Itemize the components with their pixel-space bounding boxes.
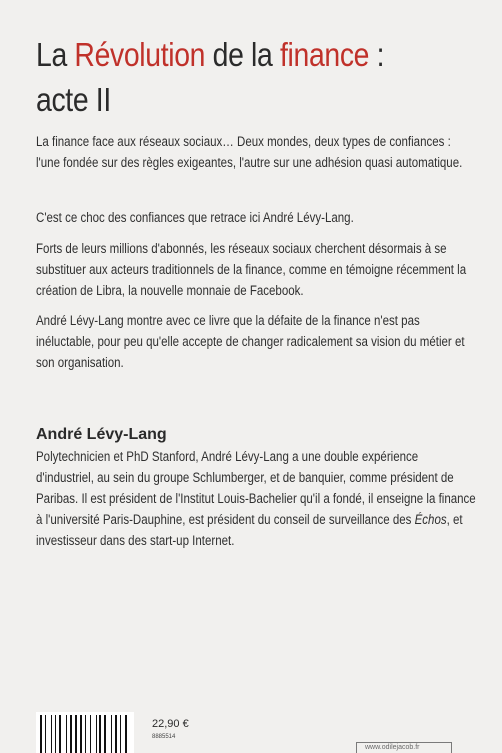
barcode-bar [102,715,103,753]
barcode-bar [104,715,106,753]
barcode-bar [128,715,129,753]
barcode-image [36,712,134,753]
barcode-bar [96,715,97,753]
title-part-2: de la [205,36,281,73]
author-bio-part-1: Polytechnicien et PhD Stanford, André Lévy-Lang a une double expérience d'industriel, au sein du groupe Schlumberger, et de banquier, comme président de Paribas. Il est président de l'Institut Louis-Bachelier qu'il a fondé, il enseigne la finance à l'université Paris-Dauphine, est président du conseil de surveillance des [36,449,476,527]
barcode-bar [115,715,117,753]
barcode-bar [75,715,78,753]
barcode-bar [99,715,101,753]
title-accent-revolution: Révolution [74,36,206,73]
author-bio-italic: Échos [414,512,447,527]
barcode-bar [111,715,112,753]
title-part-1: La [36,36,75,73]
barcode-bar [59,715,61,753]
barcode-bar [66,715,67,753]
title-line-2: acte II [36,81,111,118]
barcode-bar [52,715,54,753]
barcode-bar [73,715,74,753]
barcode-bar [118,715,119,753]
barcode-bar [62,715,65,753]
author-bio [36,446,476,551]
barcode-bar [45,715,46,753]
barcode-bar [98,715,99,753]
book-title [36,32,384,122]
barcode-bar [55,715,56,753]
barcode-bar [85,715,86,753]
barcode-bar [90,715,91,753]
barcode-bar [68,715,69,753]
title-part-3: : [369,36,385,73]
author-name: André Lévy-Lang [36,426,167,443]
barcode-bar [70,715,72,753]
barcode-bar [83,715,84,753]
barcode-bar [78,715,79,753]
barcode-bar [122,715,125,753]
barcode-bar [43,715,44,753]
blurb-paragraph-1: La finance face aux réseaux sociaux… Deux mondes, deux types de confiances : l'une fondée sur des règles exigeantes, l'autre sur une adhésion quasi automatique. [36,134,463,170]
barcode-bar [87,715,89,753]
publisher-url: www.odilejacob.fr [356,742,452,753]
blurb-paragraph-2: C'est ce choc des confiances que retrace ici André Lévy-Lang. [36,210,354,225]
barcode-bar [80,715,82,753]
barcode-bar [51,715,52,753]
barcode-bar [107,715,110,753]
barcode-bar [40,715,42,753]
barcode-bar [120,715,121,753]
barcode-bar [125,715,127,753]
title-accent-finance: finance [280,36,370,73]
author-bio-part-2: , et investisseur dans des start-up Internet. [36,512,463,548]
barcode-bar [92,715,95,753]
barcode-bar [47,715,50,753]
blurb-paragraph-3: Forts de leurs millions d'abonnés, les réseaux sociaux cherchent désormais à se substituer aux acteurs traditionnels de la finance, comme en témoigne récemment la création de Libra, la nouvelle monnaie de Facebook. [36,241,467,298]
barcode-bar [57,715,58,753]
product-code: 8885514 [152,734,176,740]
barcode-bar [113,715,114,753]
blurb-paragraph-4: André Lévy-Lang montre avec ce livre que la défaite de la finance n'est pas inéluctable, pour peu qu'elle accepte de changer radicalement sa vision du métier et son organisation. [36,313,465,370]
price-label: 22,90 € [152,718,189,730]
